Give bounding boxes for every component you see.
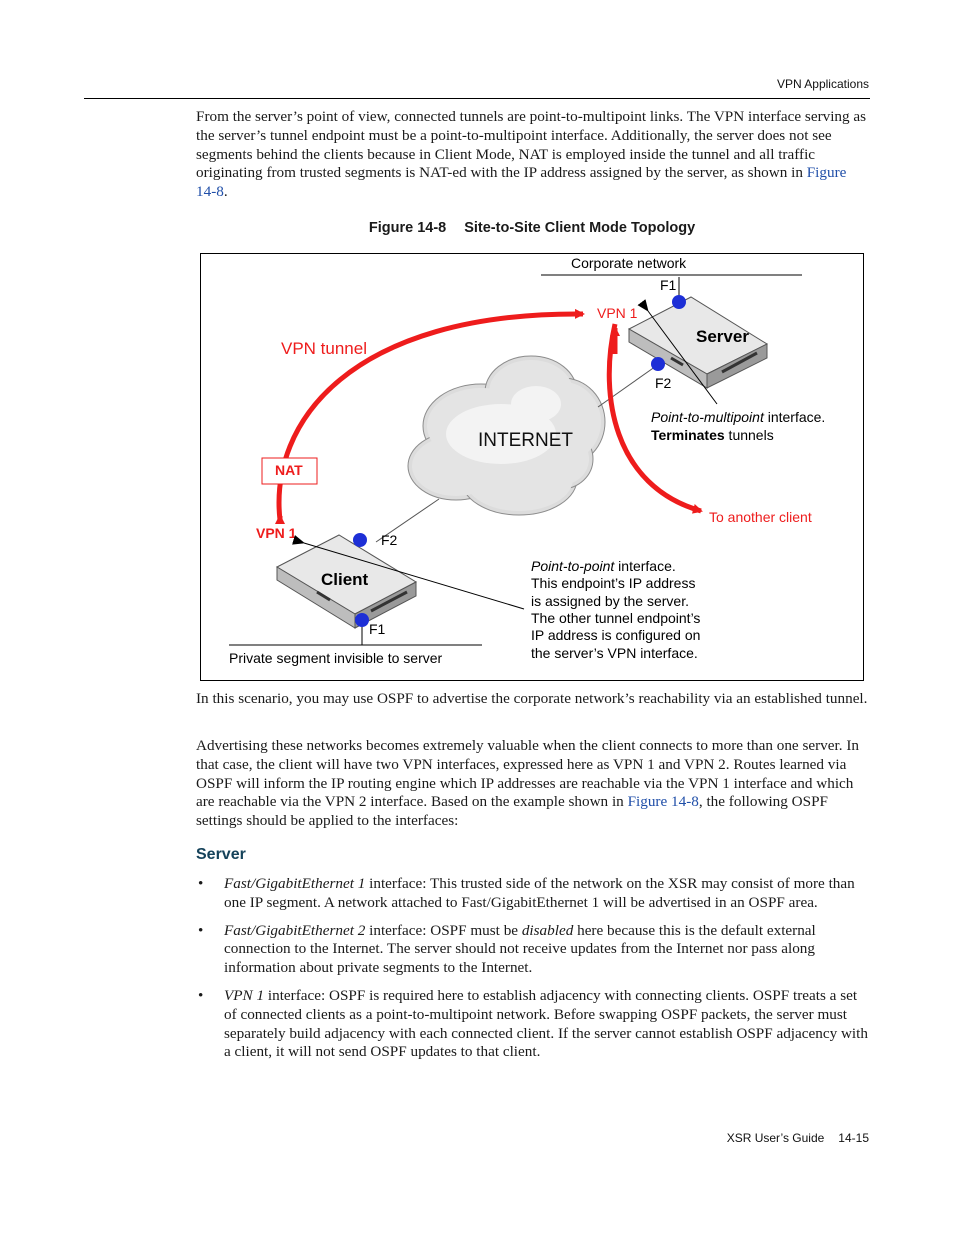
bullet-fge1: • Fast/GigabitEthernet 1 interface: This trusted side of the network on the XSR may consist of more than one IP segment. A network attached to Fast/GigabitEthernet 1 will be advertised in an OSPF area. [198,875,855,911]
figure-link[interactable]: Figure 14-8 [196,164,847,201]
client-note-line6: the server’s VPN interface. [531,645,698,661]
figure-caption: Figure 14-8 Site-to-Site Client Mode Topology [368,220,696,236]
topology-figure [200,253,864,681]
topology-diagram [201,254,863,680]
server-note-line2: Terminates tunnels [651,427,774,443]
vpn-tunnel-label: VPN tunnel [281,339,367,358]
page-number: 14-15 [838,1131,869,1145]
intro-paragraph: From the server’s point of view, connected tunnels are point-to-multipoint links. The VPN interface serving as the server’s tunnel endpoint must be a point-to-multipoint interface. Additionally, the server does not see segments behind the clients because in Client Mode, NAT is employed inside the tunnel and all traffic originating from trusted segments is NAT-ed with the IP address assigned by the server, as shown in Figure 14-8. [196,108,867,201]
client-note-line5: IP address is configured on [531,627,701,643]
bullet-fge2: • Fast/GigabitEthernet 2 interface: OSPF must be disabled here because this is the default external connection to the Internet. The server should not receive updates from the Internet nor pass along information about private segments to the Internet. [198,921,816,977]
corporate-network-label: Corporate network [571,255,687,271]
footer-guide: XSR User’s Guide [726,1131,825,1145]
section-heading-server: Server [196,846,246,863]
to-another-client-label: To another client [709,509,812,525]
client-f2-label: F2 [381,532,398,548]
bullet-vpn1: • VPN 1 interface: OSPF is required here to establish adjacency with connecting clients. OSPF treats a set of connected clients as a point-to-multipoint network. Before swapping OSPF packets, the server must separately build adjacency with each connected client. If the server cannot establish OSPF adjacency with a client, it will not send OSPF updates to that client. [198,986,868,1061]
client-note-line4: The other tunnel endpoint’s [531,610,701,626]
private-segment-label: Private segment invisible to server [229,650,443,666]
ospf-paragraph: In this scenario, you may use OSPF to advertise the corporate network’s reachability via an established tunnel. [196,690,868,707]
internet-label: INTERNET [478,430,573,451]
running-head: VPN Applications [776,77,869,91]
server-f2-label: F2 [655,375,672,391]
server-label: Server [696,327,749,346]
client-f1-port [355,613,369,627]
server-settings-list [196,875,868,1071]
nat-label: NAT [275,462,303,478]
client-note-line3: is assigned by the server. [531,593,689,609]
client-note-line2: This endpoint’s IP address [531,575,696,591]
client-f2-port [353,533,367,547]
footer [727,1131,869,1145]
server-f1-port [672,295,686,309]
server-vpn1-label: VPN 1 [597,305,638,321]
figure-link-2[interactable]: Figure 14-8 [627,793,699,811]
client-label: Client [321,570,369,589]
advertising-paragraph: Advertising these networks becomes extremely valuable when the client connects to more than one server. In that case, the client will have two VPN interfaces, expressed here as VPN 1 and VPN 2. Routes learned via OSPF will inform the IP routing engine which IP addresses are reachable via the VPN 1 interface and which are reachable via the VPN 2 interface. Based on the example shown in Figure 14-8, the following OSPF settings should be applied to the interfaces: [196,737,859,830]
header-rule [84,98,870,99]
server-note-line1: Point-to-multipoint interface. [651,409,826,425]
client-vpn1-label: VPN 1 [256,525,297,541]
server-f1-label: F1 [660,277,677,293]
client-f1-label: F1 [369,621,386,637]
server-f2-port [651,357,665,371]
client-note-line1: Point-to-point interface. [531,558,676,574]
